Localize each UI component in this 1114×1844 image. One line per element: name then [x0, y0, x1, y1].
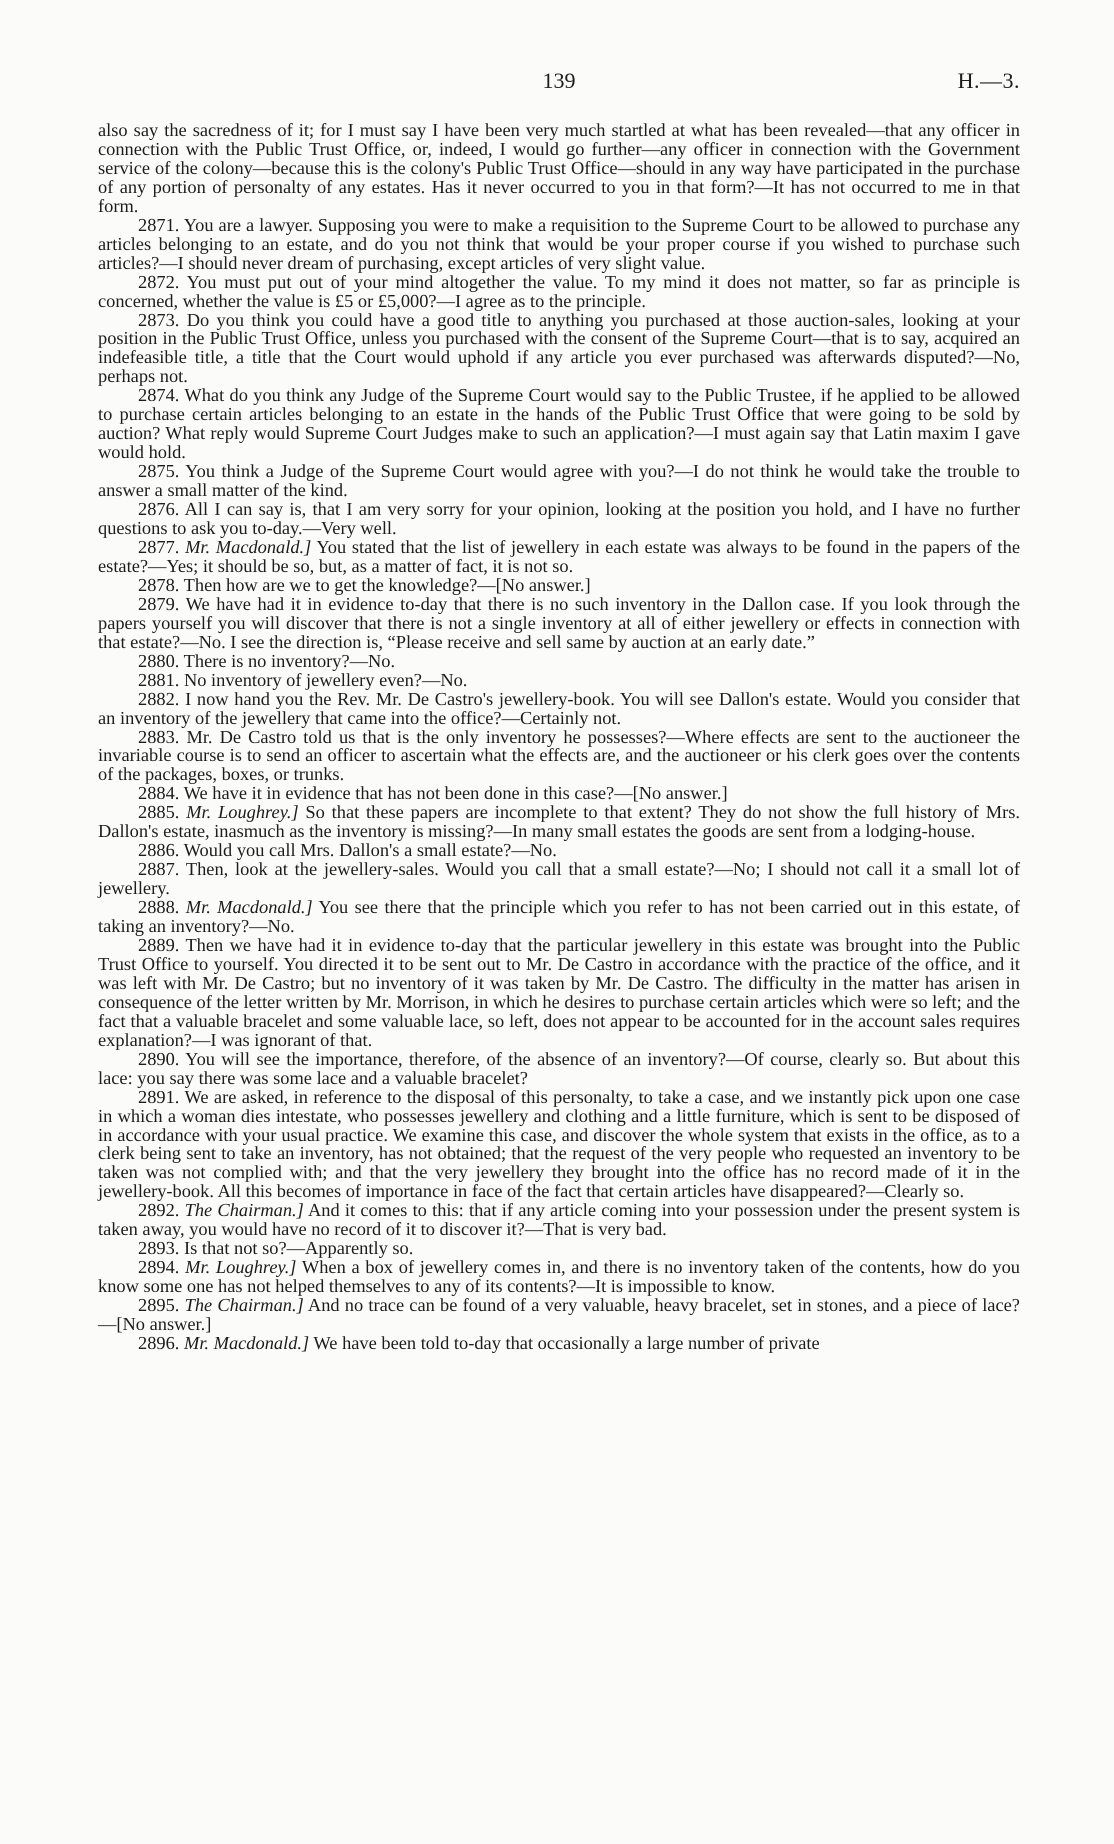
question-number: 2895. [138, 1295, 180, 1316]
document-body [98, 121, 1020, 1353]
paragraph: 2876. All I can say is, that I am very sorry for your opinion, looking at the position you hold, and I have no further questions to ask you to-day.—Very well. [98, 499, 1020, 539]
speaker-name: The Chairman.] [184, 1200, 304, 1221]
paragraph: 2886. Would you call Mrs. Dallon's a small estate?—No. [138, 840, 557, 861]
paragraph: 2880. There is no inventory?—No. [138, 650, 396, 671]
page-header [98, 68, 1020, 98]
question-number: 2877. [138, 536, 180, 557]
paragraph: 2875. You think a Judge of the Supreme Court would agree with you?—I do not think he would take the trouble to answer a small matter of the kind. [98, 461, 1020, 501]
speaker-name: Mr. Macdonald.] [185, 897, 313, 918]
paragraph: also say the sacredness of it; for I must say I have been very much startled at what has been revealed—that any officer in connection with the Public Trust Office, or, indeed, I would go further—any officer in connection with the Government service of the colony—because this is the colony's Public Trust Office—should in any way have participated in the purchase of any portion of personalty of any estates. Has it never occurred to you in that form?—It has not occurred to me in that form. [98, 120, 1020, 216]
paragraph: 2874. What do you think any Judge of the Supreme Court would say to the Public Trustee, if he applied to be allowed to purchase certain articles belonging to an estate in the hands of the Public Trust Office that were going to be sold by auction? What reply would Supreme Court Judges make to such an application?—I must again say that Latin maxim I gave would hold. [98, 385, 1020, 463]
paragraph: 2891. We are asked, in reference to the disposal of this personalty, to take a case, and we instantly pick upon one case in which a woman dies intestate, who possesses jewellery and clothing and a little furniture, which is sent to be disposed of in accordance with your usual practice. We examine this case, and discover the whole system that exists in the office, as to a clerk being sent to take an inventory, has not obtained; that the request of the very people who requested an inventory to be taken was not complied with; and that the very jewellery they brought into the office has no record made of it in the jewellery-book. All this becomes of importance in face of the fact that certain articles have disappeared?—Clearly so. [98, 1086, 1020, 1202]
paragraph: 2883. Mr. De Castro told us that is the only inventory he possesses?—Where effects are sent to the auctioneer the invariable course is to send an officer to ascertain what the effects are, and the auctioneer or his clerk goes over the contents of the packages, boxes, or trunks. [98, 726, 1020, 785]
question-number: 2885. [138, 802, 180, 823]
paragraph: 2881. No inventory of jewellery even?—No. [138, 669, 468, 690]
paragraph: 2892. The Chairman.] And it comes to this: that if any article coming into your possession under the present system is taken away, you would have no record of it to discover it?—That is very bad. [98, 1200, 1020, 1240]
paragraph: 2879. We have had it in evidence to-day that there is no such inventory in the Dallon case. If you look through the papers yourself you will discover that there is not a single inventory at all of either jewellery or effects in connection with that estate?—No. I see the direction is, “Please receive and sell same by auction at an early date.” [98, 593, 1020, 652]
page-number: 139 [542, 68, 576, 93]
paragraph: 2882. I now hand you the Rev. Mr. De Castro's jewellery-book. You will see Dallon's estate. Would you consider that an inventory of the jewellery that came into the office?—Certainly not. [98, 688, 1020, 728]
question-number: 2896. [138, 1333, 180, 1353]
paragraph: 2872. You must put out of your mind altogether the value. To my mind it does not matter, so far as principle is concerned, whether the value is £5 or £5,000?—I agree as to the principle. [98, 271, 1020, 311]
paragraph: 2873. Do you think you could have a good title to anything you purchased at those auction-sales, looking at your position in the Public Trust Office, unless you purchased with the consent of the Supreme Court—that is to say, acquired an indefeasible title, a title that the Court would uphold if any article you ever purchased was afterwards disputed?—No, perhaps not. [98, 309, 1020, 387]
paragraph: 2896. Mr. Macdonald.] We have been told to-day that occasionally a large number of private [138, 1333, 820, 1353]
paragraph: 2887. Then, look at the jewellery-sales. Would you call that a small estate?—No; I should not call it a small lot of jewellery. [98, 859, 1020, 899]
paragraph: 2877. Mr. Macdonald.] You stated that the list of jewellery in each estate was always to be found in the papers of the estate?—Yes; it should be so, but, as a matter of fact, it is not so. [98, 536, 1020, 576]
speaker-name: The Chairman.] [184, 1295, 304, 1316]
paragraph: 2889. Then we have had it in evidence to-day that the particular jewellery in this estate was brought into the Public Trust Office to yourself. You directed it to be sent out to Mr. De Castro in accordance with the practice of the office, and it was left with Mr. De Castro; but no inventory of it was taken by Mr. De Castro. The difficulty in the matter has arisen in consequence of the letter written by Mr. Morrison, in which he desires to purchase certain articles which were so left; and the fact that a valuable bracelet and some valuable lace, so left, does not appear to be accounted for in the account sales requires explanation?—I was ignorant of that. [98, 934, 1020, 1050]
question-number: 2888. [138, 897, 180, 918]
paragraph: 2871. You are a lawyer. Supposing you were to make a requisition to the Supreme Court to be allowed to purchase any articles belonging to an estate, and do you not think that would be your proper course if you wished to purchase such articles?—I should never dream of purchasing, except articles of very slight value. [98, 214, 1020, 273]
paragraph: 2884. We have it in evidence that has not been done in this case?—[No answer.] [138, 783, 728, 804]
paragraph: 2890. You will see the importance, therefore, of the absence of an inventory?—Of course, clearly so. But about this lace: you say there was some lace and a valuable bracelet? [98, 1048, 1020, 1088]
speaker-name: Mr. Macdonald.] [184, 1333, 310, 1353]
paragraph: 2894. Mr. Loughrey.] When a box of jewellery comes in, and there is no inventory taken of the contents, how do you know some one has not helped themselves to any of its contents?—It is impossible to know. [98, 1257, 1020, 1297]
paragraph: 2878. Then how are we to get the knowledge?—[No answer.] [138, 574, 591, 595]
paragraph: 2888. Mr. Macdonald.] You see there that the principle which you refer to has not been carried out in this estate, of taking an inventory?—No. [98, 897, 1020, 937]
paragraph: 2885. Mr. Loughrey.] So that these papers are incomplete to that extent? They do not show the full history of Mrs. Dallon's estate, inasmuch as the inventory is missing?—In many small estates the goods are sent from a lodging-house. [98, 802, 1020, 842]
speaker-name: Mr. Macdonald.] [185, 536, 312, 557]
question-number: 2892. [138, 1200, 180, 1221]
speaker-name: Mr. Loughrey.] [186, 802, 299, 823]
speaker-name: Mr. Loughrey.] [185, 1257, 297, 1278]
paper-reference: H.—3. [957, 68, 1020, 93]
paragraph: 2895. The Chairman.] And no trace can be found of a very valuable, heavy bracelet, set in stones, and a piece of lace?—[No answer.] [98, 1295, 1020, 1335]
paragraph: 2893. Is that not so?—Apparently so. [138, 1238, 414, 1259]
question-number: 2894. [138, 1257, 180, 1278]
